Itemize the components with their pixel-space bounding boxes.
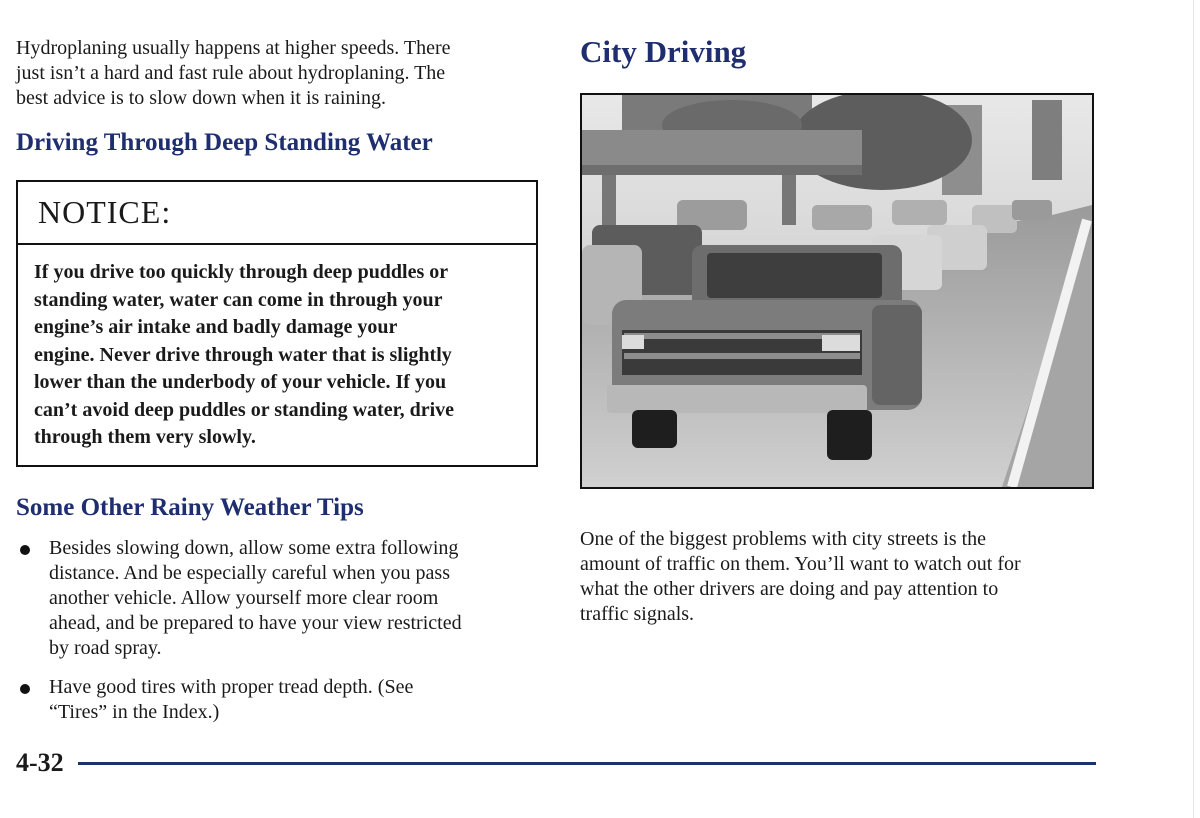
footer-rule	[78, 762, 1096, 765]
notice-line: standing water, water can come in through your	[34, 288, 443, 311]
tip-line: distance. And be especially careful when you pass	[49, 562, 450, 584]
city-driving-paragraph	[580, 527, 1095, 627]
city-line: what the other drivers are doing and pay attention to	[580, 578, 999, 600]
bullet-icon	[20, 684, 30, 694]
tip-line: “Tires” in the Index.)	[49, 701, 220, 723]
page-number: 4-32	[16, 748, 64, 777]
city-line: traffic signals.	[580, 603, 695, 625]
tip-line: by road spray.	[49, 637, 162, 659]
right-column	[580, 34, 1095, 625]
city-traffic-photo	[580, 93, 1094, 489]
list-item	[16, 536, 541, 661]
notice-line: lower than the underbody of your vehicle. If you	[34, 371, 447, 393]
intro-line: just isn’t a hard and fast rule about hydroplaning. The	[16, 62, 446, 84]
city-driving-heading: City Driving	[580, 34, 747, 69]
deep-water-heading: Driving Through Deep Standing Water	[16, 129, 433, 156]
city-line: amount of traffic on them. You’ll want to watch out for	[580, 553, 1021, 575]
notice-line: can’t avoid deep puddles or standing water, drive	[34, 398, 455, 421]
page-edge-divider	[1193, 0, 1194, 818]
notice-label: NOTICE:	[18, 182, 536, 245]
city-line: One of the biggest problems with city streets is the	[580, 528, 987, 550]
notice-line: through them very slowly.	[34, 426, 256, 448]
notice-box	[16, 180, 538, 467]
tips-list	[16, 536, 541, 739]
notice-line: If you drive too quickly through deep puddles or	[34, 261, 449, 283]
notice-text	[18, 245, 536, 452]
tip-line: Have good tires with proper tread depth. (See	[49, 676, 414, 698]
bullet-icon	[20, 545, 30, 555]
intro-line: best advice is to slow down when it is raining.	[16, 87, 386, 109]
tip-line: Besides slowing down, allow some extra following	[49, 537, 459, 559]
tips-heading: Some Other Rainy Weather Tips	[16, 494, 364, 521]
list-item	[16, 675, 541, 725]
hydroplaning-paragraph	[16, 36, 451, 111]
traffic-illustration	[582, 95, 1092, 487]
tip-line: ahead, and be prepared to have your view restricted	[49, 612, 462, 634]
notice-line: engine. Never drive through water that is slightly	[34, 343, 452, 366]
intro-line: Hydroplaning usually happens at higher speeds. There	[16, 37, 451, 59]
notice-line: engine’s air intake and badly damage your	[34, 316, 398, 338]
page-footer	[16, 748, 1096, 778]
tip-line: another vehicle. Allow yourself more clear room	[49, 587, 439, 609]
